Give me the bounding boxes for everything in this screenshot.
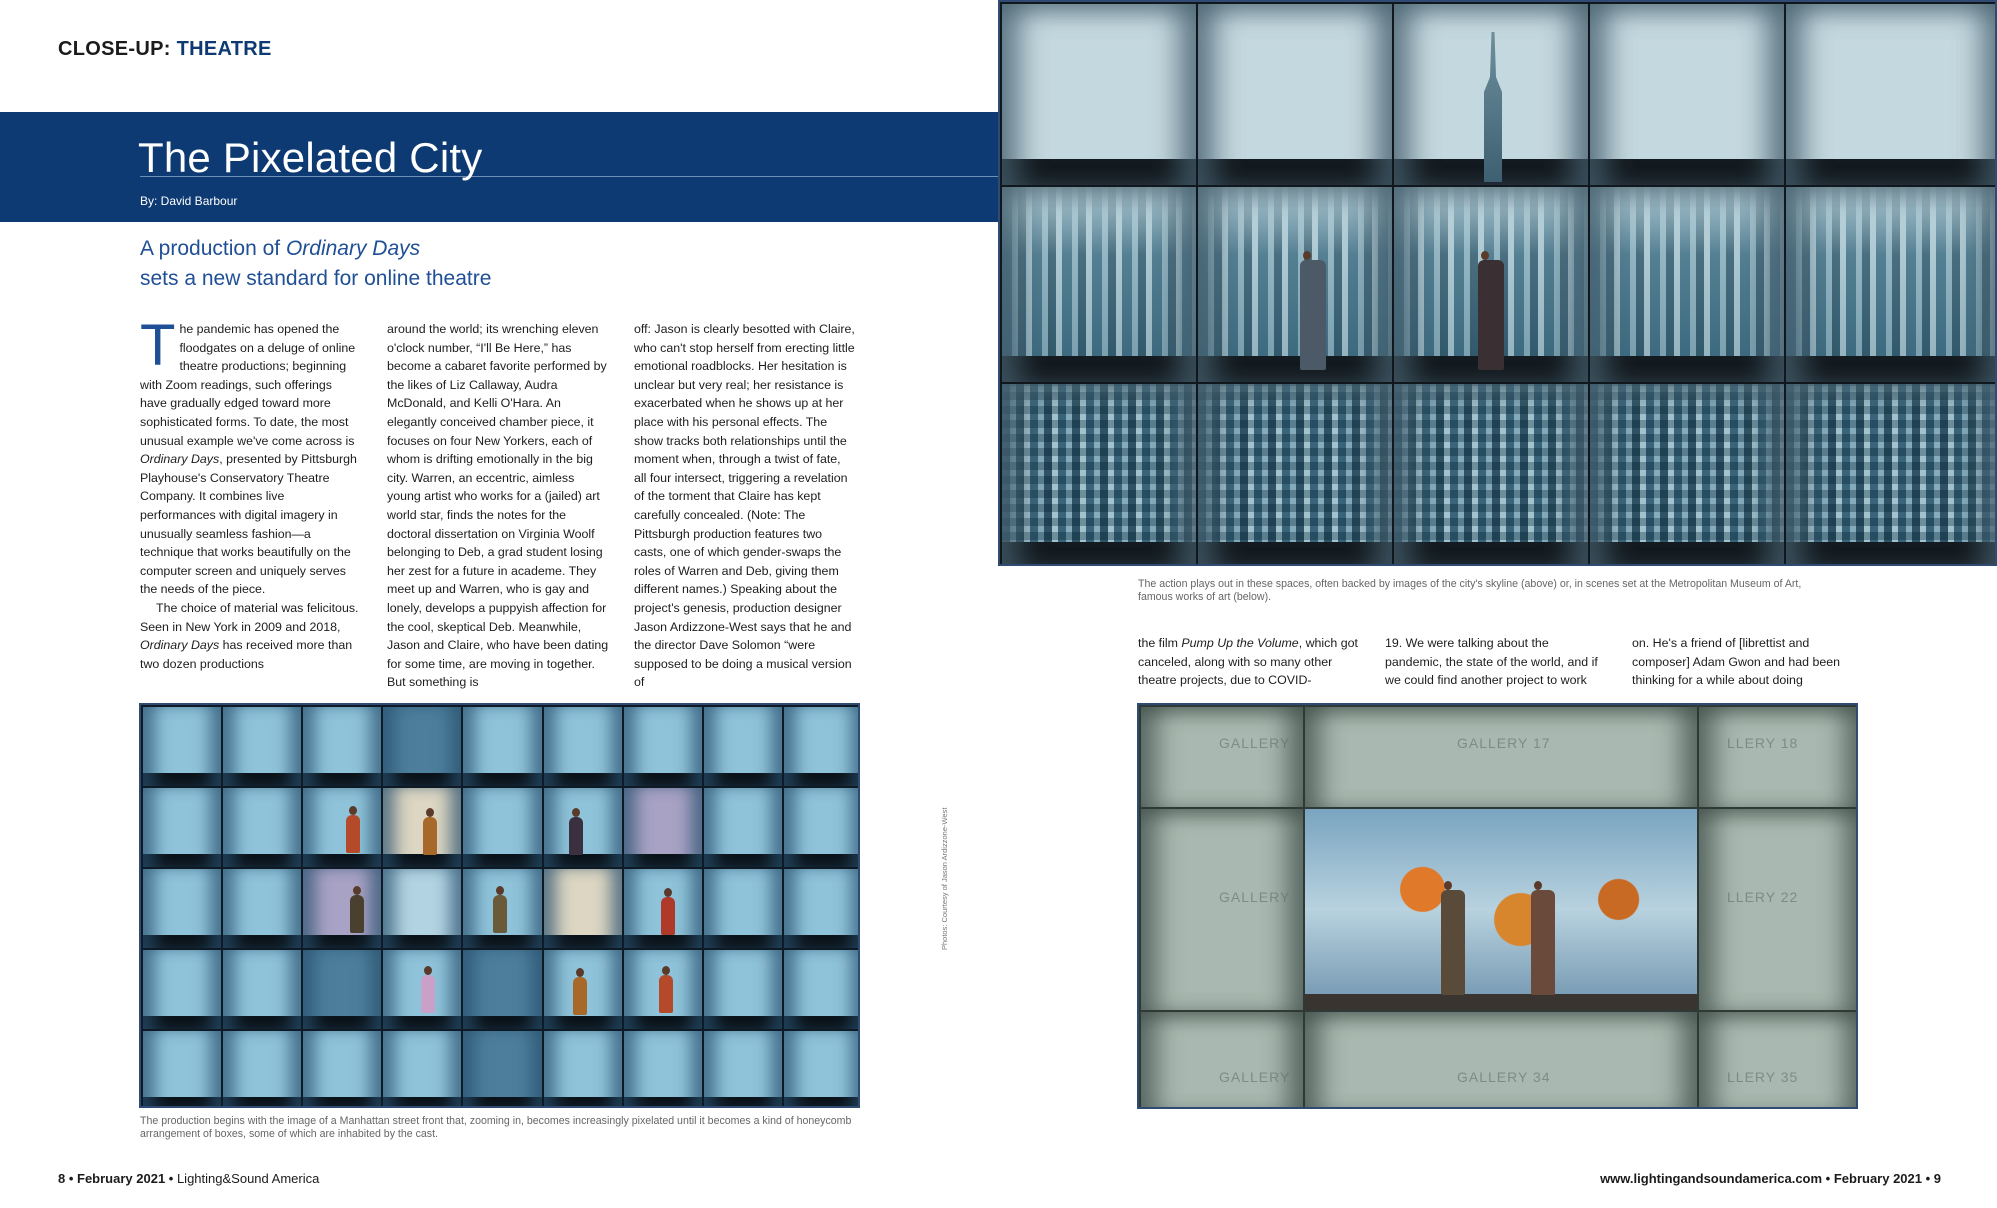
gallery-box: [1303, 807, 1697, 1010]
honeycomb-box: [221, 705, 302, 787]
dropcap: T: [140, 313, 176, 378]
honeycomb-box: [542, 867, 623, 949]
gallery-label: GALLERY: [1219, 735, 1291, 751]
honeycomb-box: [141, 705, 222, 787]
performer-figure: [421, 975, 435, 1013]
performer-figure: [569, 817, 583, 855]
honeycomb-box: [141, 948, 222, 1030]
gallery-label: GALLERY 17: [1457, 735, 1551, 751]
photo-box: [1196, 382, 1392, 566]
photo-box: [1784, 185, 1997, 382]
honeycomb-box: [221, 867, 302, 949]
honeycomb-box: [461, 948, 542, 1030]
caption-left: The production begins with the image of a Manhattan street front that, zooming in, becomes increasingly pixelated until it becomes a kind of honeycomb arrangement of boxes, some of which are inhabited by the cast.: [140, 1115, 852, 1140]
performer-figure: [1441, 890, 1465, 995]
performer-figure: [1478, 260, 1504, 370]
performer-figure: [661, 897, 675, 935]
caption-right: The action plays out in these spaces, often backed by images of the city's skyline (above) or, in scenes set at the Metropolitan Museum of Art, famous works of art (below).: [1138, 578, 1802, 603]
honeycomb-box: [782, 867, 860, 949]
folio-right: www.lightingandsoundamerica.com • February 2021 • 9: [1600, 1171, 1941, 1186]
gallery-label: GALLERY 34: [1457, 1069, 1551, 1085]
honeycomb-box: [461, 705, 542, 787]
photo-box: [1784, 2, 1997, 185]
honeycomb-box: [702, 948, 783, 1030]
honeycomb-box: [461, 1029, 542, 1108]
honeycomb-box: [782, 786, 860, 868]
gallery-box: [1697, 807, 1858, 1010]
section-label: CLOSE-UP: THEATRE: [58, 38, 272, 60]
deck-italic: Ordinary Days: [285, 237, 421, 260]
performer-figure: [1300, 260, 1326, 370]
honeycomb-box: [141, 1029, 222, 1108]
honeycomb-box: [782, 705, 860, 787]
gallery-box: [1303, 1010, 1697, 1109]
magazine-logo: Lighting&Sound America: [176, 1171, 320, 1186]
honeycomb-box: [141, 786, 222, 868]
body-column-3: off: Jason is clearly besotted with Claire, who can't stop herself from erecting little emotional roadblocks. Her hesitation is unclear but very real; her resistance is exacerbated when he shows up at her place with his personal effects. The show tracks both relationships until the moment when, through a twist of fate, all four intersect, triggering a revelation of the torment that Claire has kept carefully concealed. (Note: The Pittsburgh production features two casts, one of which gender-swaps the roles of Warren and Deb, giving them different names.) Speaking about the project's genesis, production designer Jason Ardizzone-West says that he and the director Dave Solomon “were supposed to be doing a musical version of: [634, 322, 855, 690]
honeycomb-box: [301, 948, 382, 1030]
performer-figure: [346, 815, 360, 853]
honeycomb-box: [301, 1029, 382, 1108]
performer-figure: [350, 895, 364, 933]
body-column-4: the film Pump Up the Volume, which got canceled, along with so many other theatre projects, due to COVID-: [1138, 636, 1358, 688]
honeycomb-photo: [139, 703, 860, 1108]
photo-box: [1588, 2, 1784, 185]
honeycomb-box: [221, 948, 302, 1030]
gallery-photo: [1137, 703, 1858, 1109]
honeycomb-box: [381, 1029, 462, 1108]
performer-figure: [573, 977, 587, 1015]
photo-box: [1196, 185, 1392, 382]
honeycomb-box: [141, 867, 222, 949]
folio-left: 8 • February 2021 • Lighting&Sound America: [58, 1171, 320, 1186]
skyline-photo: [998, 0, 1997, 566]
honeycomb-box: [622, 1029, 703, 1108]
honeycomb-box: [542, 705, 623, 787]
honeycomb-box: [702, 1029, 783, 1108]
honeycomb-box: [381, 867, 462, 949]
honeycomb-box: [301, 867, 382, 949]
photo-box: [1588, 382, 1784, 566]
body-column-6: on. He's a friend of [librettist and composer] Adam Gwon and had been thinking for a while about doing: [1632, 636, 1841, 688]
byline: By: David Barbour: [140, 194, 238, 208]
honeycomb-box: [381, 705, 462, 787]
honeycomb-box: [782, 1029, 860, 1108]
gallery-label: LLERY 18: [1727, 735, 1799, 751]
body-column-2: around the world; its wrenching eleven o'clock number, “I'll Be Here,” has become a cabaret favorite performed by the likes of Liz Callaway, Audra McDonald, and Kelli O'Hara. An elegantly conceived chamber piece, it focuses on four New Yorkers, each of whom is drifting emotionally in the big city. Warren, an eccentric, aimless young artist who works for a (jailed) art world star, finds the notes for the doctoral dissertation on Virginia Woolf belonging to Deb, a grad student losing her zest for a future in academe. They meet up and Warren, who is gay and lonely, develops a puppyish affection for the cool, skeptical Deb. Meanwhile, Jason and Claire, who have been dating for some time, are moving in together. But something is: [387, 322, 609, 690]
gallery-label: GALLERY: [1219, 889, 1291, 905]
honeycomb-box: [221, 1029, 302, 1108]
photo-box: [1784, 382, 1997, 566]
photo-box: [1000, 382, 1196, 566]
photo-box: [1000, 185, 1196, 382]
honeycomb-box: [702, 786, 783, 868]
gallery-label: LLERY 22: [1727, 889, 1799, 905]
honeycomb-box: [622, 786, 703, 868]
photo-box: [1588, 185, 1784, 382]
photo-credit: Photos: Courtesy of Jason Ardizzone-West: [940, 807, 949, 950]
body-column-1: The pandemic has opened the floodgates on a deluge of online theatre productions; beginning with Zoom readings, such offerings have gradually edged toward more sophisticated forms. To date, the most unusual example we've come across is Ordinary Days, presented by Pittsburgh Playhouse's Conservatory Theatre Company. It combines live performances with digital imagery in unusually seamless fashion—a technique that works beautifully on the computer screen and uniquely serves the needs of the piece. The choice of material was felicitous. Seen in New York in 2009 and 2018, Ordinary Days has received more than two dozen productions: [140, 313, 359, 671]
performer-figure: [493, 895, 507, 933]
photo-box: [1392, 382, 1588, 566]
photo-box: [1000, 2, 1196, 185]
photo-box: [1196, 2, 1392, 185]
honeycomb-box: [301, 786, 382, 868]
honeycomb-box: [542, 1029, 623, 1108]
performer-figure: [1531, 890, 1555, 995]
honeycomb-box: [381, 786, 462, 868]
gallery-box: [1139, 705, 1303, 807]
honeycomb-box: [622, 705, 703, 787]
honeycomb-box: [782, 948, 860, 1030]
honeycomb-box: [702, 705, 783, 787]
gallery-box: [1697, 1010, 1858, 1109]
honeycomb-box: [702, 867, 783, 949]
honeycomb-box: [221, 786, 302, 868]
gallery-box: [1303, 705, 1697, 807]
section-accent: THEATRE: [176, 38, 272, 60]
performer-figure: [423, 817, 437, 855]
body-column-5: 19. We were talking about the pandemic, the state of the world, and if we could find another project to work: [1385, 636, 1598, 688]
page-title: The Pixelated City: [138, 134, 483, 181]
gallery-box: [1139, 807, 1303, 1010]
gallery-label: LLERY 35: [1727, 1069, 1799, 1085]
gallery-box: [1697, 705, 1858, 807]
honeycomb-box: [301, 705, 382, 787]
performer-figure: [659, 975, 673, 1013]
deck: A production of Ordinary Days sets a new standard for online theatre: [140, 237, 492, 290]
gallery-box: [1139, 1010, 1303, 1109]
gallery-label: GALLERY: [1219, 1069, 1291, 1085]
honeycomb-box: [461, 786, 542, 868]
